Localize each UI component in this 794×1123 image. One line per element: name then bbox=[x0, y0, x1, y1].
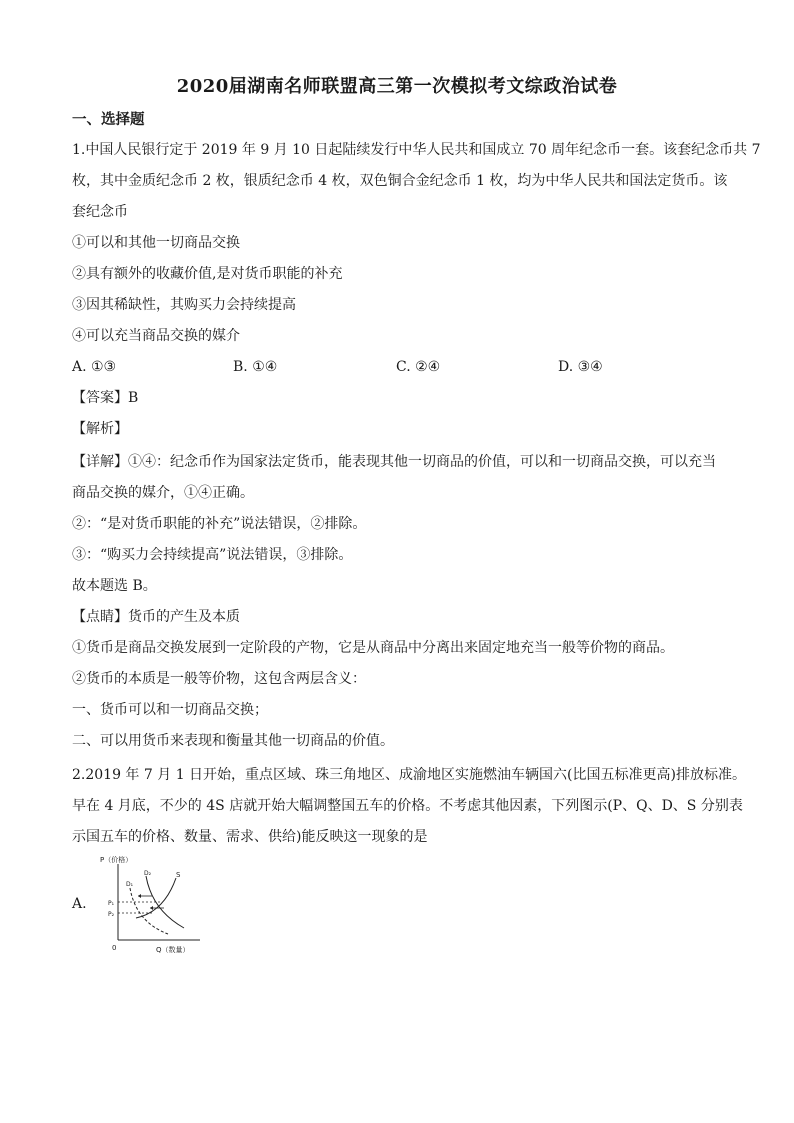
q1-stem-line: 1.中国人民银行定于 2019 年 9 月 10 日起陆续发行中华人民共和国成立 70 周年纪念币一套。该套纪念币共 7 bbox=[72, 142, 761, 158]
shift-arrow-head bbox=[138, 894, 141, 898]
q1-analysis-line: 二、可以用货币来表现和衡量其他一切商品的价值。 bbox=[72, 733, 394, 749]
q1-analysis-line: ②货币的本质是一般等价物，这包含两层含义： bbox=[72, 671, 366, 687]
q1-item: ②具有额外的收藏价值,是对货币职能的补充 bbox=[72, 266, 343, 282]
q1-stem-line: 套纪念币 bbox=[72, 204, 128, 220]
q2-stem-line: 早在 4 月底，不少的 4S 店就开始大幅调整国五车的价格。不考虑其他因素，下列图示(P、Q、D、S 分别表 bbox=[72, 798, 743, 814]
q1-analysis-line: 一、货币可以和一切商品交换； bbox=[72, 702, 268, 718]
q1-stem-line: 枚，其中金质纪念币 2 枚，银质纪念币 4 枚，双色铜合金纪念币 1 枚，均为中华人民共和国法定货币。该 bbox=[72, 173, 728, 189]
q1-option-b: B. ①④ bbox=[233, 359, 278, 375]
origin-label: 0 bbox=[112, 944, 117, 952]
q1-analysis-line: 【点睛】货币的产生及本质 bbox=[72, 609, 240, 625]
y-axis-label: P（价格） bbox=[100, 856, 133, 864]
x-axis-label: Q（数量） bbox=[156, 946, 190, 954]
q1-item: ①可以和其他一切商品交换 bbox=[72, 235, 240, 251]
q1-item: ③因其稀缺性，其购买力会持续提高 bbox=[72, 297, 296, 313]
d1-label: D₁ bbox=[126, 881, 134, 888]
p2-label: P₂ bbox=[108, 911, 115, 918]
q1-analysis-line: 商品交换的媒介，①④正确。 bbox=[72, 485, 254, 501]
q2-option-a-label: A. bbox=[72, 896, 87, 912]
q1-answer: 【答案】B bbox=[72, 390, 139, 406]
q1-option-c: C. ②④ bbox=[396, 359, 441, 375]
page-title: 2020届湖南名师联盟高三第一次模拟考文综政治试卷 bbox=[176, 76, 618, 97]
q1-analysis-line: ②：“是对货币职能的补充”说法错误，②排除。 bbox=[72, 516, 367, 532]
s-label: S bbox=[176, 871, 181, 879]
q1-analysis-line: 【详解】①④：纪念币作为国家法定货币，能表现其他一切商品的价值，可以和一切商品交换，可以充当 bbox=[72, 454, 716, 470]
q1-option-a: A. ①③ bbox=[72, 359, 117, 375]
q1-analysis-line: ①货币是商品交换发展到一定阶段的产物，它是从商品中分离出来固定地充当一般等价物的商品。 bbox=[72, 640, 674, 656]
section-heading: 一、选择题 bbox=[72, 111, 145, 128]
q2-option-a-figure bbox=[72, 852, 212, 957]
q1-analysis-line: ③：“购买力会持续提高”说法错误，③排除。 bbox=[72, 547, 353, 563]
supply-curve bbox=[136, 878, 176, 918]
shift-arrow-head bbox=[150, 906, 153, 910]
q1-item: ④可以充当商品交换的媒介 bbox=[72, 328, 240, 344]
q2-stem-line: 2.2019 年 7 月 1 日开始，重点区域、珠三角地区、成渝地区实施燃油车辆国六(比国五标准更高)排放标准。 bbox=[72, 767, 746, 783]
q1-option-d: D. ③④ bbox=[558, 359, 603, 375]
q1-analysis-label: 【解析】 bbox=[72, 421, 128, 437]
q2-stem-line: 示国五车的价格、数量、需求、供给)能反映这一现象的是 bbox=[72, 829, 428, 845]
p1-label: P₁ bbox=[108, 900, 115, 907]
d2-label: D₂ bbox=[144, 870, 152, 877]
q1-analysis-line: 故本题选 B。 bbox=[72, 578, 157, 594]
